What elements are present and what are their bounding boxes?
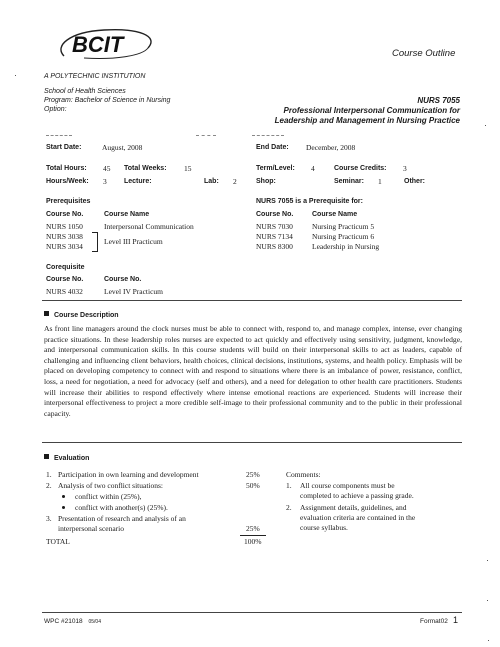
start-date: August, 2008 xyxy=(102,143,143,152)
section-divider xyxy=(42,300,462,301)
eval-item-1-num: 1. xyxy=(46,470,52,479)
start-date-label: Start Date: xyxy=(46,144,82,151)
eval-sub-item-1: conflict within (25%), xyxy=(62,492,141,501)
footer-format: Format02 xyxy=(420,618,448,625)
prereq-for-heading: NURS 7055 is a Prerequisite for: xyxy=(256,198,363,205)
eval-sub-item-2: conflict with another(s) (25%). xyxy=(62,503,168,512)
prereq-row-1-no: NURS 1050 xyxy=(46,222,83,231)
scan-speck xyxy=(487,600,488,601)
footer-left: WPC #21018 05/04 xyxy=(44,618,101,625)
comment-1-line-1: All course components must be xyxy=(300,481,395,490)
footer-divider xyxy=(42,612,462,613)
end-date: December, 2008 xyxy=(306,143,356,152)
lecture-label: Lecture: xyxy=(124,178,152,185)
total-hours: 45 xyxy=(103,164,111,173)
total-pct: 100% xyxy=(244,537,262,546)
description-heading: Course Description xyxy=(44,311,119,319)
credits-label: Course Credits: xyxy=(334,165,387,172)
prereq-row-2-no: NURS 3038 xyxy=(46,232,83,241)
comment-1-line-2: completed to achieve a passing grade. xyxy=(300,491,414,500)
coreq-col-no: Course No. xyxy=(46,276,84,283)
hours-week: 3 xyxy=(103,177,107,186)
term: 4 xyxy=(311,164,315,173)
coreq-row-1-name: Level IV Practicum xyxy=(104,287,164,296)
total-weeks-label: Total Weeks: xyxy=(124,165,167,172)
prereq-heading: Prerequisites xyxy=(46,198,91,205)
prereq-for-row-2-no: NURS 7134 xyxy=(256,232,293,241)
scan-speck xyxy=(15,75,16,76)
prereq-for-row-3-no: NURS 8300 xyxy=(256,242,293,251)
scan-speck xyxy=(488,640,489,641)
coreq-heading: Corequisite xyxy=(46,264,85,271)
total-rule xyxy=(240,535,266,536)
square-bullet-icon xyxy=(44,454,49,459)
prereq-for-row-3-name: Leadership in Nursing xyxy=(312,242,380,251)
prereq-for-col-name: Course Name xyxy=(312,211,358,218)
coreq-col-name: Course No. xyxy=(104,276,142,283)
logo-text: BCIT xyxy=(72,32,124,57)
eval-item-3-text-cont: interpersonal scenario xyxy=(58,524,125,533)
eval-item-3-pct: 25% xyxy=(246,524,260,533)
seminar-label: Seminar: xyxy=(334,178,364,185)
section-divider xyxy=(42,442,462,443)
course-code: NURS 7055 xyxy=(417,96,460,105)
course-title-line-2: Leadership and Management in Nursing Practice xyxy=(274,116,460,125)
eval-item-3-text: Presentation of research and analysis of an xyxy=(58,514,186,523)
prereq-col-no: Course No. xyxy=(46,211,84,218)
shop-label: Shop: xyxy=(256,178,276,185)
prereq-row-2-name: Level III Practicum xyxy=(104,237,163,246)
eval-item-2-num: 2. xyxy=(46,481,52,490)
scan-speck xyxy=(485,125,486,126)
divider-mark xyxy=(196,135,216,136)
total-weeks: 15 xyxy=(184,164,192,173)
eval-item-1-text: Participation in own learning and development xyxy=(58,470,199,479)
program: Program: Bachelor of Science in Nursing xyxy=(44,97,171,104)
description-text: As front line managers around the clock nurses must be able to connect with, respond to, and manage complex, intense, ever changing practice situations. In these leadership roles nurses are expected to act quickly and effectively using sensitivity, judgment, knowledge, and interpersonal communication skills. In this course students will build on their interpersonal skills to act as leaders, capable of challenging and influencing client behaviors, health choices, clinical decisions, institutions, systems, and health policy. Emphasis will be placed on developing competency to connect with and respond to situations where there is an imbalance of power, resistance, conflict, loss, a need for negotiation, a need for advocacy (self and others), and a need for delegation to other health care practitioners. Students will increase their abilities to respond effectively where intense emotional reactions are experienced. Students will increase their interpersonal effectiveness to project a more credible self-image to their professional community and to the public in their professional capacity. xyxy=(44,324,462,418)
bullet-dot-icon xyxy=(62,495,65,498)
page-number: 1 xyxy=(453,615,459,625)
tagline: A POLYTECHNIC INSTITUTION xyxy=(44,73,146,80)
prereq-for-row-1-name: Nursing Practicum 5 xyxy=(312,222,375,231)
comment-2-line-2: evaluation criteria are contained in the xyxy=(300,513,416,522)
prereq-for-col-no: Course No. xyxy=(256,211,294,218)
prereq-for-row-1-no: NURS 7030 xyxy=(256,222,293,231)
eval-item-3-num: 3. xyxy=(46,514,52,523)
divider-mark xyxy=(252,135,284,136)
credits: 3 xyxy=(403,164,407,173)
bcit-logo-swoosh xyxy=(44,26,164,72)
evaluation-heading: Evaluation xyxy=(44,454,89,462)
bullet-dot-icon xyxy=(62,506,65,509)
prereq-for-row-2-name: Nursing Practicum 6 xyxy=(312,232,375,241)
other-label: Other: xyxy=(404,178,425,185)
comment-2-line-1: Assignment details, guidelines, and xyxy=(300,503,407,512)
lab: 2 xyxy=(233,177,237,186)
square-bullet-icon xyxy=(44,311,49,316)
eval-item-2-pct: 50% xyxy=(246,481,260,490)
comment-2-num: 2. xyxy=(286,503,292,512)
hours-week-label: Hours/Week: xyxy=(46,178,89,185)
doc-type: Course Outline xyxy=(392,48,456,59)
prereq-row-3-no: NURS 3034 xyxy=(46,242,83,251)
prereq-col-name: Course Name xyxy=(104,211,150,218)
option: Option: xyxy=(44,106,67,113)
eval-item-2-text: Analysis of two conflict situations: xyxy=(58,481,163,490)
comment-2-line-3: course syllabus. xyxy=(300,523,348,532)
scan-speck xyxy=(487,560,488,561)
term-label: Term/Level: xyxy=(256,165,295,172)
divider-mark xyxy=(46,135,72,136)
comment-1-num: 1. xyxy=(286,481,292,490)
bcit-logo xyxy=(44,26,164,72)
course-title-line-1: Professional Interpersonal Communication for xyxy=(283,106,460,115)
coreq-row-1-no: NURS 4032 xyxy=(46,287,83,296)
total-hours-label: Total Hours: xyxy=(46,165,87,172)
seminar: 1 xyxy=(378,177,382,186)
prereq-row-1-name: Interpersonal Communication xyxy=(104,222,194,231)
end-date-label: End Date: xyxy=(256,144,289,151)
lab-label: Lab: xyxy=(204,178,219,185)
eval-item-1-pct: 25% xyxy=(246,470,260,479)
total-label: TOTAL xyxy=(46,537,70,546)
or-bracket xyxy=(92,232,98,252)
comments-label: Comments: xyxy=(286,470,321,479)
school: School of Health Sciences xyxy=(44,88,126,95)
